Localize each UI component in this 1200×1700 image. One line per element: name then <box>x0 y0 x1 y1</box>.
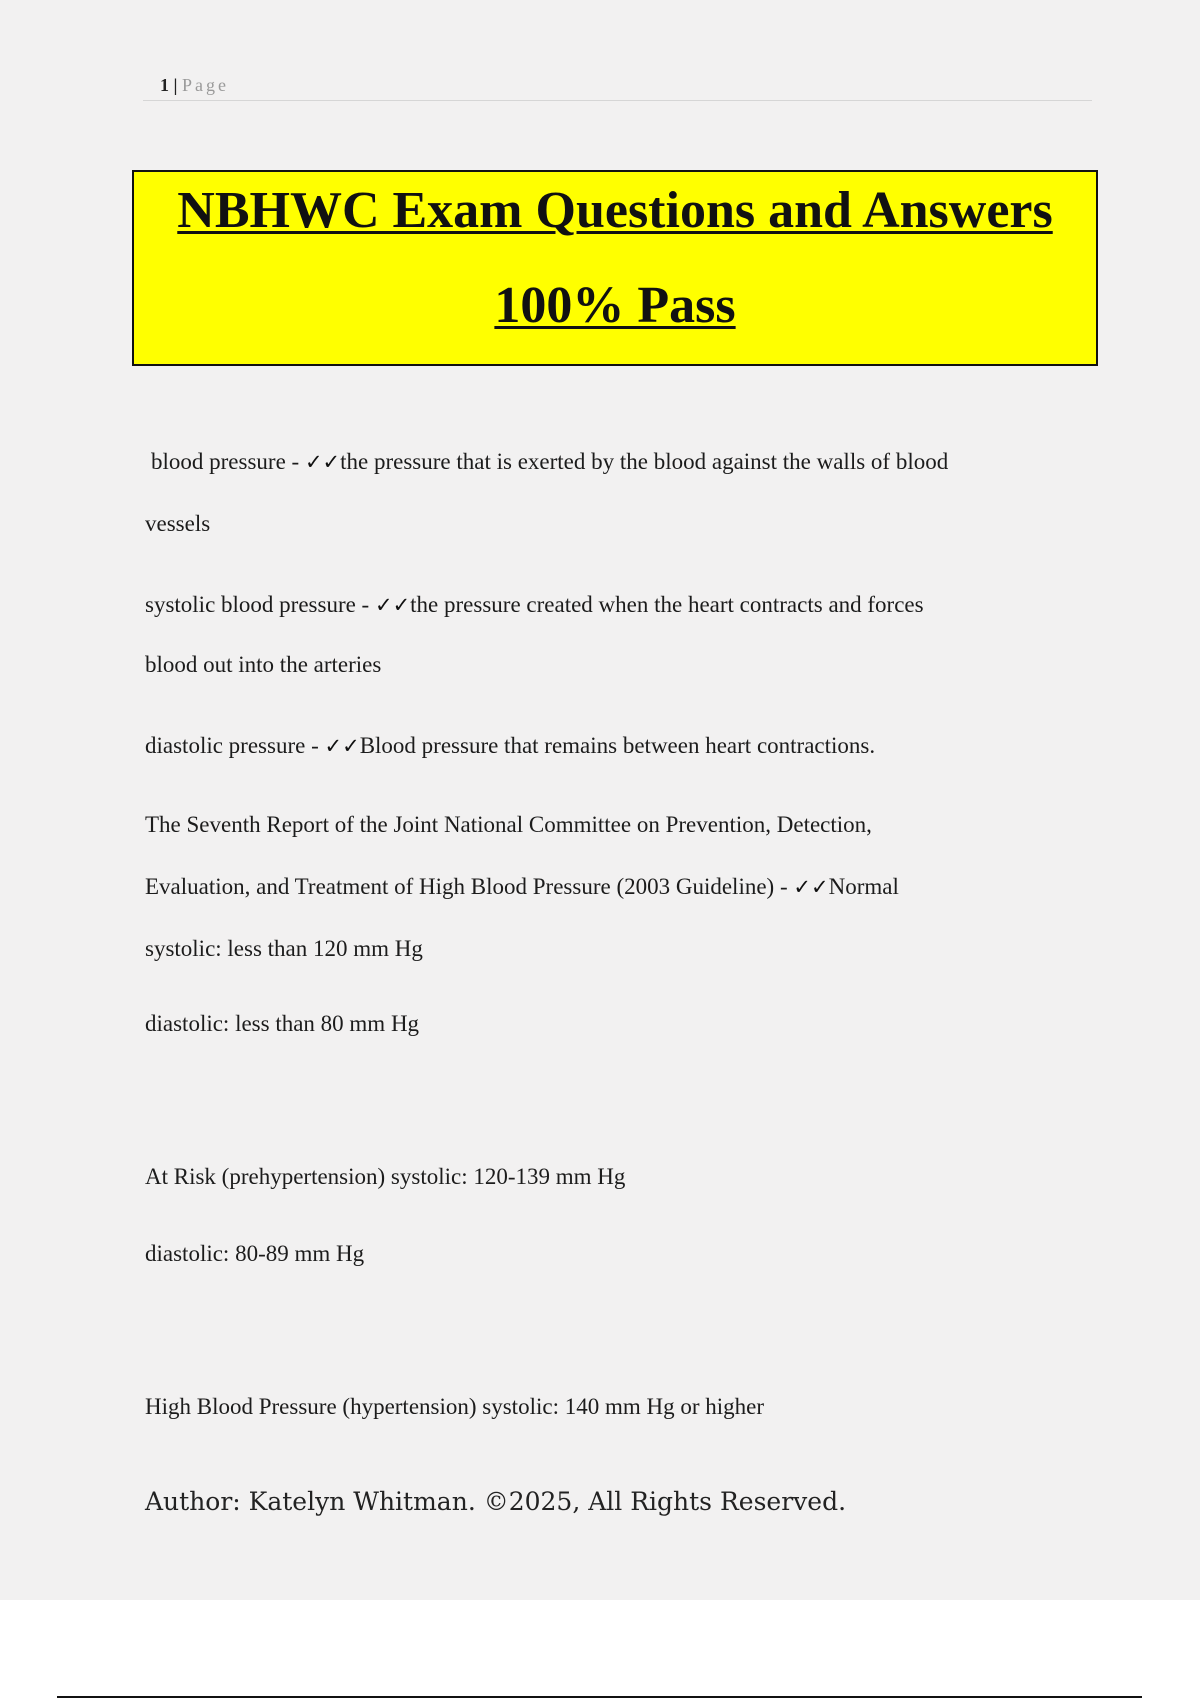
entry-definition: Blood pressure that remains between heart contractions. <box>359 733 876 758</box>
entry-text-line: systolic: less than 120 mm Hg <box>145 936 423 961</box>
entry-text-line: vessels <box>145 511 211 536</box>
entry-text-line: diastolic: 80-89 mm Hg <box>145 1241 365 1266</box>
page-number-label <box>160 75 229 96</box>
entry-diastolic-pressure <box>145 733 1085 759</box>
document-title-line-2: 100% Pass <box>494 277 736 334</box>
checkmark-icon: ✓✓ <box>374 593 411 617</box>
entry-systolic-blood-pressure <box>145 592 1085 618</box>
entry-jnc7-guideline <box>145 874 1085 900</box>
entry-term: blood pressure - <box>151 449 305 474</box>
entry-definition: Normal <box>828 874 899 899</box>
bottom-divider <box>57 1696 1142 1698</box>
entry-text-line: diastolic: less than 80 mm Hg <box>145 1011 420 1036</box>
checkmark-icon: ✓✓ <box>793 875 829 899</box>
title-box <box>132 170 1098 366</box>
entry-text-line: At Risk (prehypertension) systolic: 120-139 mm Hg <box>145 1164 626 1189</box>
entry-text-line: High Blood Pressure (hypertension) systolic: 140 mm Hg or higher <box>145 1394 765 1419</box>
page-number: 1 <box>160 75 169 95</box>
entry-definition: the pressure created when the heart contracts and forces <box>410 592 924 617</box>
entry-text-line: blood out into the arteries <box>145 652 382 677</box>
entry-term: systolic blood pressure - <box>145 592 375 617</box>
checkmark-icon: ✓✓ <box>324 734 360 758</box>
page-separator: | <box>173 75 178 95</box>
entry-blood-pressure <box>151 449 1091 475</box>
checkmark-icon: ✓✓ <box>304 450 341 474</box>
author-copyright: Author: Katelyn Whitman. ©2025, All Rights Reserved. <box>145 1487 847 1516</box>
page-word: Page <box>181 75 229 95</box>
entry-term: Evaluation, and Treatment of High Blood Pressure (2003 Guideline) - <box>145 874 794 899</box>
document-title-line-1: NBHWC Exam Questions and Answers <box>177 182 1053 239</box>
entry-term: diastolic pressure - <box>145 733 325 758</box>
entry-text-line: The Seventh Report of the Joint National Committee on Prevention, Detection, <box>145 812 872 837</box>
page-header <box>143 66 1092 101</box>
entry-definition: the pressure that is exerted by the blood against the walls of blood <box>340 449 949 474</box>
